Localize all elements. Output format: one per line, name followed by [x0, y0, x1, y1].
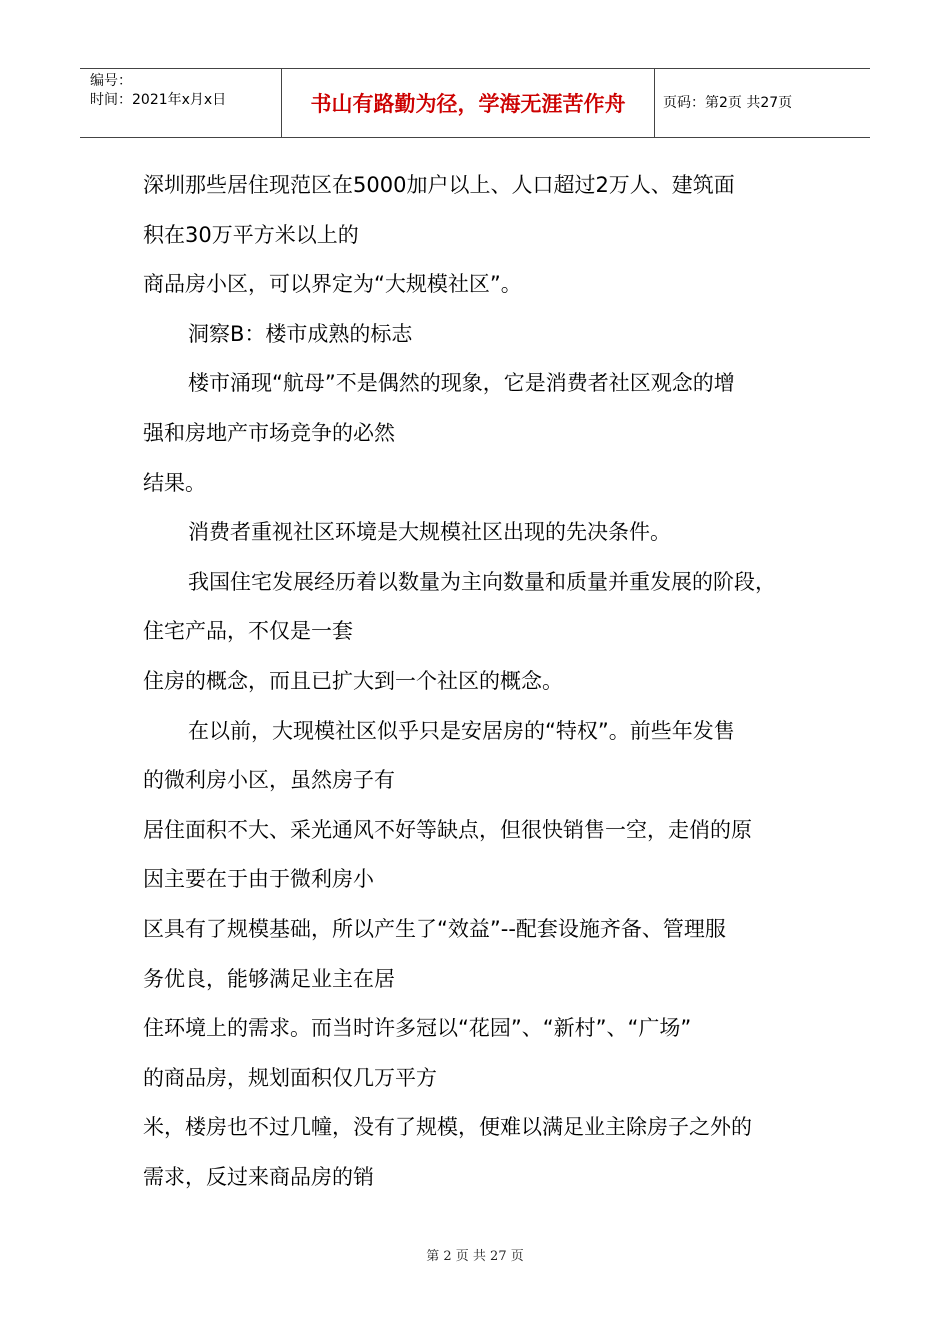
- page-footer: 第 2 页 共 27 页: [426, 1249, 524, 1264]
- header-page-cell: [655, 69, 870, 137]
- text-line: 深圳那些居住现范区在5000加户以上、人口超过2万人、建筑面: [143, 173, 735, 197]
- text-line: 米，楼房也不过几幢，没有了规模，便难以满足业主除房子之外的: [143, 1115, 752, 1140]
- text-line: 商品房小区，可以界定为“大规模社区”。: [143, 272, 522, 297]
- section-heading: 洞察B：楼市成熟的标志: [188, 321, 413, 346]
- text-line: 因主要在于由于微利房小: [143, 867, 374, 892]
- text-line: 的微利房小区，虽然房子有: [143, 768, 395, 793]
- header-motto-cell: [281, 69, 655, 137]
- text-line: 在以前，大现模社区似乎只是安居房的“特权”。前些年发售: [188, 718, 735, 743]
- text-line: 我国住宅发展经历着以数量为主向数量和质量并重发展的阶段，: [188, 569, 776, 594]
- number-label: 编号：: [90, 73, 132, 89]
- text-line: 消费者重视社区环境是大规模社区出现的先决条件。: [188, 520, 671, 545]
- text-line: 居住面积不大、采光通风不好等缺点，但很快销售一空，走俏的原: [143, 817, 752, 842]
- motto-text: 书山有路勤为径，学海无涯苦作舟: [310, 91, 626, 116]
- text-line: 务优良，能够满足业主在居: [143, 966, 395, 991]
- text-line: 区具有了规模基础，所以产生了“效益”--配套设施齐备、管理服: [143, 916, 726, 941]
- time-label: 时间：2021年x月x日: [90, 92, 227, 108]
- text-line: 住宅产品，不仅是一套: [143, 619, 353, 644]
- text-line: 住房的概念，而且已扩大到一个社区的概念。: [143, 668, 563, 693]
- text-line: 结果。: [143, 470, 206, 495]
- header-page-info: 页码：第2页 共27页: [663, 95, 793, 111]
- document-header: [80, 68, 870, 138]
- text-line: 住环境上的需求。而当时许多冠以“花园”、“新村”、“广场”: [143, 1016, 692, 1041]
- text-line: 强和房地产市场竞争的必然: [143, 420, 395, 445]
- text-line: 积在30万平方米以上的: [143, 222, 359, 247]
- header-meta-cell: [80, 69, 281, 137]
- text-line: 楼市涌现“航母”不是偶然的现象，它是消费者社区观念的增: [188, 371, 735, 396]
- body-text: [143, 161, 823, 1202]
- text-line: 的商品房，规划面积仅几万平方: [143, 1065, 437, 1090]
- text-line: 需求，反过来商品房的销: [143, 1164, 374, 1189]
